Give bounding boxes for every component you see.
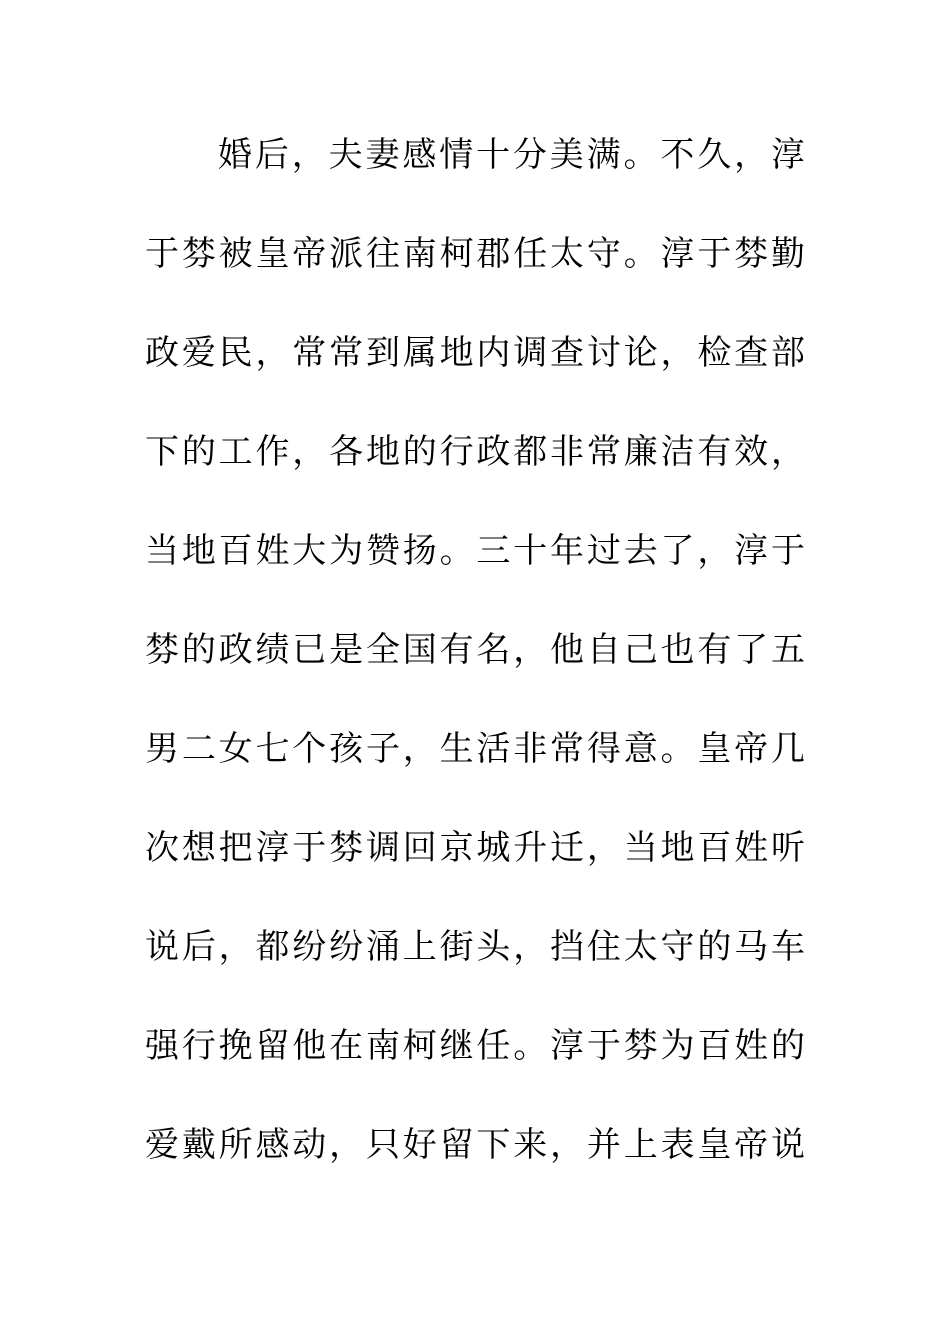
text-line: 爱戴所感动，只好留下来，并上表皇帝说 [145,1125,805,1165]
text-line: 说后，都纷纷涌上街头，挡住太守的马车 [145,927,805,967]
text-line: 次想把淳于棼调回京城升迁，当地百姓听 [145,828,805,868]
text-line: 政爱民，常常到属地内调查讨论，检查部 [145,333,805,373]
text-line: 于棼被皇帝派往南柯郡任太守。淳于棼勤 [145,234,805,274]
text-line: 棼的政绩已是全国有名，他自己也有了五 [145,630,805,670]
text-line: 男二女七个孩子，生活非常得意。皇帝几 [145,729,805,769]
text-line: 下的工作，各地的行政都非常廉洁有效， [145,432,805,472]
text-line: 当地百姓大为赞扬。三十年过去了，淳于 [145,531,805,571]
text-line: 婚后，夫妻感情十分美满。不久，淳 [218,135,805,175]
text-line: 强行挽留他在南柯继任。淳于棼为百姓的 [145,1026,805,1066]
body-paragraph [145,128,805,1217]
